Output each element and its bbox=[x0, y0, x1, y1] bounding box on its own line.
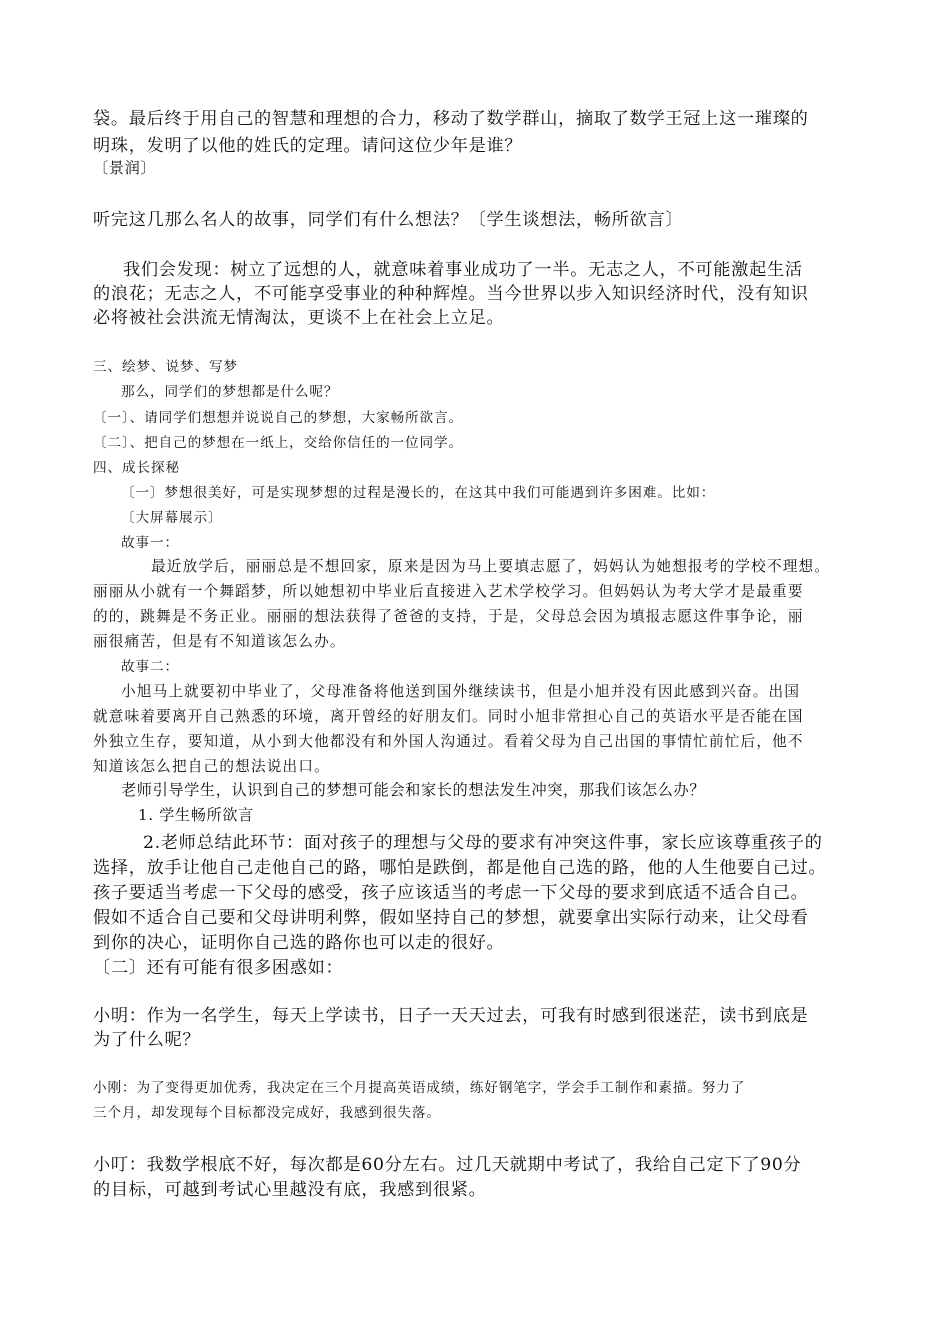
text-line: 的目标，可越到考试心里越没有底，我感到很紧。 bbox=[93, 1180, 487, 1200]
text-line: 〔一〕、请同学们想想并说说自己的梦想，大家畅所欲言。 bbox=[93, 410, 464, 426]
text-line: 1. 学生畅所欲言 bbox=[138, 806, 254, 824]
text-line: 丽丽从小就有一个舞蹈梦，所以她想初中毕业后直接进入艺术学校学习。但妈妈认为考大学才是最重要 bbox=[93, 583, 804, 600]
text-line: 故事一： bbox=[121, 535, 179, 551]
text-line: 小旭马上就要初中毕业了，父母准备将他送到国外继续读书，但是小旭并没有因此感到兴奋。出国 bbox=[121, 683, 801, 700]
text-line: 袋。最后终于用自己的智慧和理想的合力，移动了数学群山，摘取了数学王冠上这一璀璨的 bbox=[93, 109, 809, 129]
text-line: 明珠，发明了以他的姓氏的定理。请问这位少年是谁？ bbox=[93, 136, 523, 156]
text-line: 的浪花；无志之人，不可能享受事业的种种辉煌。当今世界以步入知识经济时代，没有知识 bbox=[93, 284, 809, 304]
text-line: 四、成长探秘 bbox=[93, 460, 180, 476]
text-line: 故事二： bbox=[121, 659, 179, 675]
text-line: 假如不适合自己要和父母讲明利弊，假如坚持自己的梦想，就要拿出实际行动来，让父母看 bbox=[93, 908, 809, 928]
text-line: 最近放学后，丽丽总是不想回家，原来是因为马上要填志愿了，妈妈认为她想报考的学校不理想。 bbox=[151, 558, 831, 575]
text-line: 〔大屏幕展示〕 bbox=[121, 510, 223, 526]
text-line: 丽很痛苦，但是有不知道该怎么办。 bbox=[93, 633, 346, 650]
text-line: 〔景润〕 bbox=[93, 159, 157, 177]
text-line: 的的，跳舞是不务正业。丽丽的想法获得了爸爸的支持，于是，父母总会因为填报志愿这件事争论，丽 bbox=[93, 608, 804, 625]
text-line: 知道该怎么把自己的想法说出口。 bbox=[93, 758, 330, 775]
text-line: 那么，同学们的梦想都是什么呢？ bbox=[121, 384, 339, 400]
text-line: 孩子要适当考虑一下父母的感受，孩子应该适当的考虑一下父母的要求到底适不适合自己。 bbox=[93, 883, 809, 903]
text-line: 小明：作为一名学生，每天上学读书，日子一天天过去，可我有时感到很迷茫，读书到底是 bbox=[93, 1006, 809, 1026]
text-line: 到你的决心，证明你自己选的路你也可以走的很好。 bbox=[93, 933, 505, 953]
text-line: 小刚：为了变得更加优秀，我决定在三个月提高英语成绩，练好钢笔字，学会手工制作和素描。努力了 bbox=[93, 1080, 746, 1096]
text-line: 为了什么呢？ bbox=[93, 1030, 201, 1050]
text-line: 〔二〕还有可能有很多困惑如： bbox=[93, 958, 344, 978]
text-line: 三个月，却发现每个目标都没完成好，我感到很失落。 bbox=[93, 1105, 441, 1121]
text-line: 必将被社会洪流无情淘汰，更谈不上在社会上立足。 bbox=[93, 308, 505, 328]
text-line: 外独立生存，要知道，从小到大他都没有和外国人沟通过。看着父母为自己出国的事情忙前忙后，他不 bbox=[93, 733, 804, 750]
text-line: 〔一〕梦想很美好，可是实现梦想的过程是漫长的，在这其中我们可能遇到许多困难。比如： bbox=[121, 485, 716, 501]
text-line: 小叮：我数学根底不好，每次都是60分左右。过几天就期中考试了，我给自己定下了90分 bbox=[93, 1155, 802, 1175]
text-line: 选择，放手让他自己走他自己的路，哪怕是跌倒，都是他自己选的路，他的人生他要自己过。 bbox=[93, 858, 827, 878]
text-line: 2.老师总结此环节：面对孩子的理想与父母的要求有冲突这件事，家长应该尊重孩子的 bbox=[143, 833, 823, 853]
text-line: 我们会发现：树立了远想的人，就意味着事业成功了一半。无志之人，不可能激起生活 bbox=[123, 260, 803, 280]
text-line: 〔二〕、把自己的梦想在一纸上，交给你信任的一位同学。 bbox=[93, 435, 464, 451]
text-line: 老师引导学生，认识到自己的梦想可能会和家长的想法发生冲突，那我们该怎么办？ bbox=[121, 781, 706, 799]
text-line: 三、绘梦、说梦、写梦 bbox=[93, 359, 238, 375]
text-line: 听完这几那么名人的故事，同学们有什么想法？〔学生谈想法，畅所欲言〕 bbox=[93, 210, 684, 230]
text-line: 就意味着要离开自己熟悉的环境，离开曾经的好朋友们。同时小旭非常担心自己的英语水平是否能在国 bbox=[93, 708, 804, 725]
